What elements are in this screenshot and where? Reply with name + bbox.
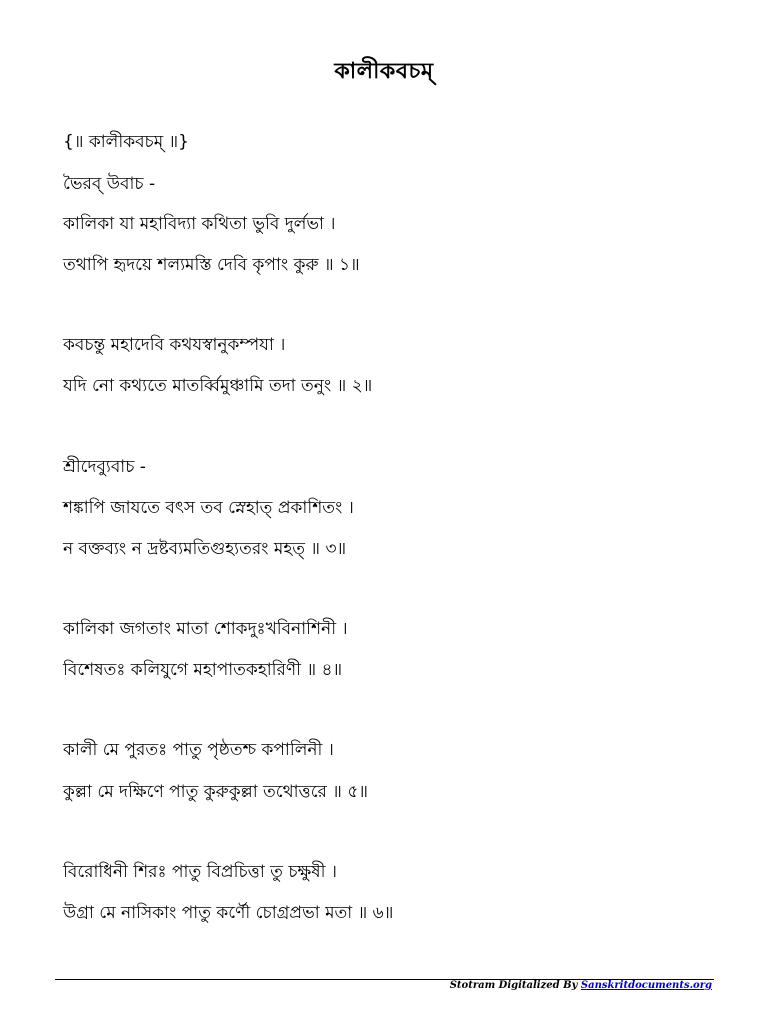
text-line: শ্রীদেব্যুবাচ - xyxy=(63,457,146,477)
verse-line: শঙ্কাপি জাযতে বৎস তব স্নেহাত্ প্রকাশিতং । xyxy=(63,498,354,518)
verse-line: কালিকা জগতাং মাতা শোকদুঃখবিনাশিনী । xyxy=(63,619,348,639)
page-title: কালীকবচম্ xyxy=(334,59,434,84)
verse-line: বিশেষতঃ কলিযুগে মহাপাতকহারিণী ॥ ৪॥ xyxy=(63,660,343,680)
text-line: ভৈরব্ উবাচ - xyxy=(63,174,156,194)
verse-line: উগ্রা মে নাসিকাং পাতু কর্ণৌ চোগ্রপ্রভা মতা ॥ ৬॥ xyxy=(63,903,394,923)
verse-line: কবচন্তু মহাদেবি কথযস্বানুকম্পযা । xyxy=(63,335,286,355)
text-line: {॥ কালীকবচম্ ॥} xyxy=(63,132,189,152)
verse-line: কালী মে পুরতঃ পাতু পৃষ্ঠতশ্চ কপালিনী । xyxy=(63,740,334,760)
verse-line: কুল্লা মে দক্ষিণে পাতু কুরুকুল্লা তথোত্তরে ॥ ৫॥ xyxy=(63,782,368,802)
footer-credit xyxy=(450,980,712,991)
verse-line: ন বক্তব্যং ন দ্রষ্টব্যমতিগুহ্যতরং মহত্ ॥ ৩॥ xyxy=(63,539,347,559)
verse-line: তথাপি হৃদয়ে শল্যমস্তি দেবি কৃপাং কুরু ॥ ১॥ xyxy=(63,255,360,275)
verse-line: কালিকা যা মহাবিদ্যা কথিতা ভুবি দুর্লভা । xyxy=(63,214,336,234)
footer-credit-text: Stotram Digitalized By xyxy=(449,980,581,991)
verse-line: যদি নো কথ্যতে মাতর্ব্বিমুঞ্চামি তদা তনুং ॥ ২॥ xyxy=(63,376,373,396)
sanskritdocuments-link[interactable]: Sanskritdocuments.org xyxy=(580,980,712,991)
verse-line: বিরোধিনী শিরঃ পাতু বিপ্রচিত্তা তু চক্ষুষী । xyxy=(63,862,337,882)
